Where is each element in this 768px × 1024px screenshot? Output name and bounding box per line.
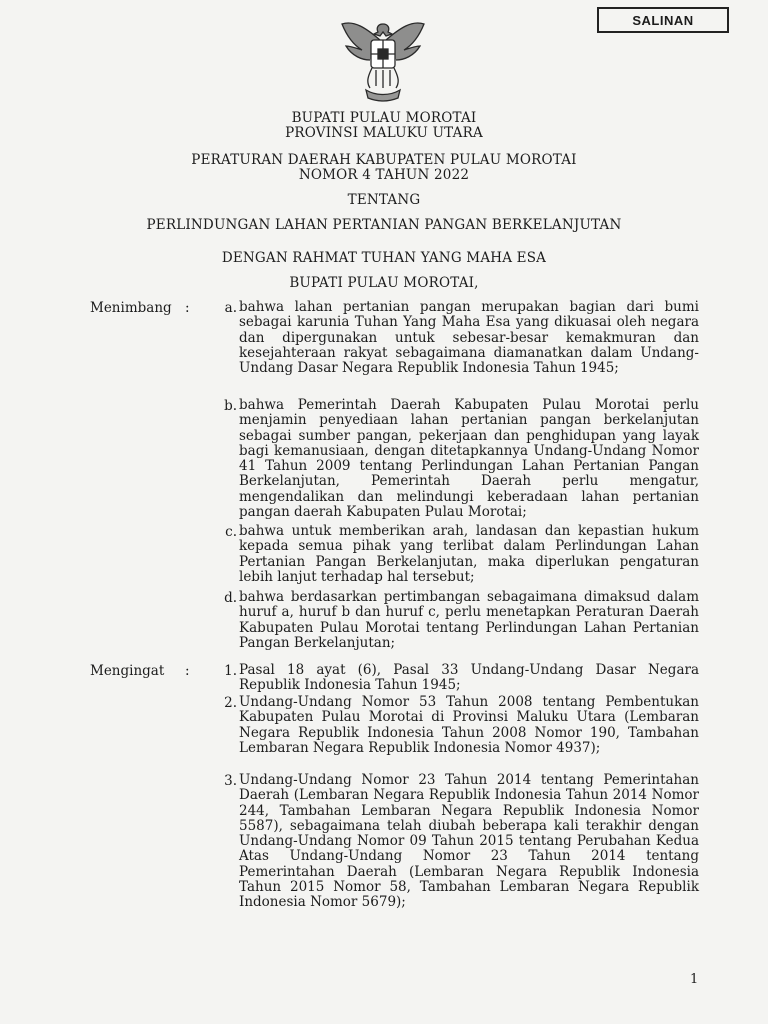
menimbang-item-c	[213, 524, 699, 585]
menimbang-colon: :	[185, 300, 190, 316]
item-marker: a.	[224, 300, 237, 316]
mengingat-item-1	[213, 663, 699, 694]
item-text: bahwa Pemerintah Daerah Kabupaten Pulau Morotai perlu menjamin penyediaan lahan pertanian pangan berkelanjutan sebagai sumber pangan, pekerjaan dan penghidupan yang layak bagi kemanusiaan, dengan ditetapkannya Undang-Undang Nomor 41 Tahun 2009 tentang Perlindungan Lahan Pertanian Pangan Berkelanjutan, Pemerintah Daerah perlu mengatur, mengendalikan dan melindungi keberadaan lahan pertanian pangan daerah Kabupaten Pulau Morotai;	[239, 397, 699, 521]
menimbang-item-b	[213, 398, 699, 520]
header-province: PROVINSI MALUKU UTARA	[285, 125, 483, 141]
regulation-number: NOMOR 4 TAHUN 2022	[298, 167, 470, 183]
mengingat-item-2	[213, 695, 699, 756]
menimbang-item-d	[213, 590, 699, 651]
page-number: 1	[690, 972, 699, 987]
mengingat-colon: :	[185, 663, 190, 679]
item-marker: d.	[224, 590, 237, 606]
mengingat-label: Mengingat	[90, 663, 165, 679]
item-text: Undang-Undang Nomor 23 Tahun 2014 tentang Pemerintahan Daerah (Lembaran Negara Republik Indonesia Tahun 2014 Nomor 244, Tambahan Lembaran Negara Republik Indonesia Nomor 5587), sebagaimana telah diubah beberapa kali terakhir dengan Undang-Undang Nomor 09 Tahun 2015 tentang Perubahan Kedua Atas Undang-Undang Nomor 23 Tahun 2014 tentang Pemerintahan Daerah (Lembaran Negara Republik Indonesia Tahun 2015 Nomor 58, Tambahan Lembaran Negara Republik Indonesia Nomor 5679);	[239, 772, 699, 911]
regulation-subject: PERLINDUNGAN LAHAN PERTANIAN PANGAN BERKELANJUTAN	[146, 217, 622, 233]
item-text: Pasal 18 ayat (6), Pasal 33 Undang-Undang Dasar Negara Republik Indonesia Tahun 1945;	[239, 662, 699, 694]
menimbang-label: Menimbang	[90, 300, 172, 316]
tentang-heading: TENTANG	[347, 192, 421, 208]
menimbang-item-a	[213, 300, 699, 376]
preamble-line: DENGAN RAHMAT TUHAN YANG MAHA ESA	[221, 250, 547, 266]
item-marker: 1.	[224, 663, 237, 679]
item-text: bahwa berdasarkan pertimbangan sebagaimana dimaksud dalam huruf a, huruf b dan huruf c, perlu menetapkan Peraturan Daerah Kabupaten Pulau Morotai tentang Perlindungan Lahan Pertanian Pangan Berkelanjutan;	[239, 589, 699, 651]
regulation-title: PERATURAN DAERAH KABUPATEN PULAU MOROTAI	[191, 152, 577, 168]
item-marker: 3.	[224, 773, 237, 789]
item-marker: c.	[225, 524, 237, 540]
item-text: bahwa lahan pertanian pangan merupakan bagian dari bumi sebagai karunia Tuhan Yang Maha Esa yang dikuasai oleh negara dan dipergunakan untuk sebesar-besar kemakmuran dan kesejahteraan rakyat sebagaimana diamanatkan dalam Undang-Undang Dasar Negara Republik Indonesia Tahun 1945;	[239, 299, 699, 377]
header-regent-title: BUPATI PULAU MOROTAI	[291, 110, 477, 126]
mengingat-item-3	[213, 773, 699, 911]
salinan-stamp: SALINAN	[597, 7, 729, 33]
item-marker: 2.	[224, 695, 237, 711]
garuda-emblem-icon	[336, 10, 430, 102]
regent-line: BUPATI PULAU MOROTAI,	[289, 275, 479, 291]
item-marker: b.	[224, 398, 237, 414]
item-text: Undang-Undang Nomor 53 Tahun 2008 tentang Pembentukan Kabupaten Pulau Morotai di Provinsi Maluku Utara (Lembaran Negara Republik Indonesia Tahun 2008 Nomor 190, Tambahan Lembaran Negara Republik Indonesia Nomor 4937);	[239, 694, 699, 756]
item-text: bahwa untuk memberikan arah, landasan dan kepastian hukum kepada semua pihak yang terlibat dalam Perlindungan Lahan Pertanian Pangan Berkelanjutan, maka diperlukan pengaturan lebih lanjut terhadap hal tersebut;	[239, 523, 699, 585]
